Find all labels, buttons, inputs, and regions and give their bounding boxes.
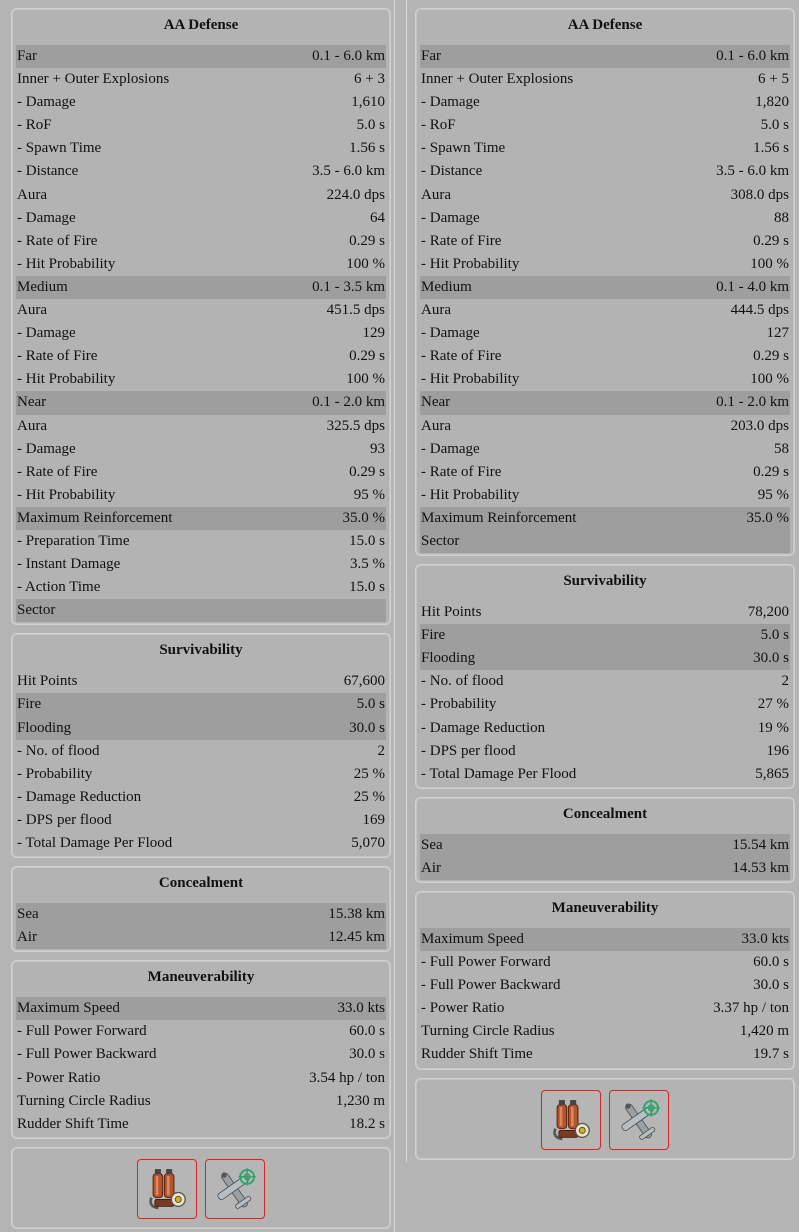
- stat-value: 3.37 hp / ton: [713, 1000, 789, 1017]
- stat-label: - RoF: [17, 117, 52, 134]
- stat-value: 15.38 km: [328, 906, 385, 923]
- stat-value: 30.0 s: [753, 650, 789, 667]
- stat-label: Aura: [17, 186, 47, 203]
- stat-row: [16, 740, 386, 763]
- stat-value: 88: [774, 209, 789, 226]
- stat-label: - DPS per flood: [17, 811, 112, 828]
- stat-label: Rudder Shift Time: [421, 1046, 533, 1063]
- stat-label: Inner + Outer Explosions: [421, 71, 574, 88]
- stat-row: [420, 253, 790, 276]
- stat-row: [16, 345, 386, 368]
- stat-row: [16, 599, 386, 622]
- stat-row: [420, 717, 790, 740]
- stat-label: - Full Power Forward: [421, 954, 551, 971]
- stat-value: 60.0 s: [349, 1023, 385, 1040]
- stat-row: [16, 832, 386, 855]
- maneuverability-panel: [11, 960, 391, 1139]
- stat-row: [420, 368, 790, 391]
- stat-value: 3.5 - 6.0 km: [716, 163, 789, 180]
- stat-label: Aura: [421, 186, 451, 203]
- stat-value: 1,230 m: [335, 1092, 385, 1109]
- stat-value: 325.5 dps: [326, 417, 385, 434]
- stat-row: [420, 114, 790, 137]
- stat-label: - Rate of Fire: [421, 463, 502, 480]
- stat-value: 67,600: [343, 673, 385, 690]
- stat-row: [420, 322, 790, 345]
- stat-value: 95 %: [757, 486, 789, 503]
- stat-value: 169: [362, 811, 385, 828]
- stat-row: [420, 740, 790, 763]
- stat-value: 14.53 km: [732, 859, 789, 876]
- stat-row: [420, 601, 790, 624]
- stat-label: Maximum Reinforcement: [421, 509, 577, 526]
- stat-row: [16, 1020, 386, 1043]
- stat-value: 35.0 %: [342, 509, 385, 526]
- stat-label: Turning Circle Radius: [421, 1023, 555, 1040]
- stat-row: [16, 137, 386, 160]
- stat-label: - Action Time: [17, 579, 101, 596]
- aa-defense-panel: [11, 8, 391, 625]
- stat-label: Air: [17, 929, 37, 946]
- stat-row: [16, 68, 386, 91]
- stat-label: - Rate of Fire: [17, 463, 98, 480]
- stat-row: [420, 1043, 790, 1066]
- stat-label: - Rate of Fire: [17, 232, 98, 249]
- stat-value: 0.1 - 2.0 km: [716, 394, 789, 411]
- stat-row: [16, 322, 386, 345]
- maneuverability-rows: [420, 928, 790, 1067]
- consumables-panel: [415, 1078, 795, 1160]
- stat-row: [420, 184, 790, 207]
- panel-title: AA Defense: [567, 17, 643, 33]
- stat-row: [16, 809, 386, 832]
- concealment-panel: [415, 797, 795, 883]
- stat-row: [420, 834, 790, 857]
- stat-label: Fire: [17, 696, 42, 713]
- stat-row: [16, 1043, 386, 1066]
- stat-row: [16, 461, 386, 484]
- stat-value: 35.0 %: [746, 509, 789, 526]
- stat-value: 78,200: [747, 604, 789, 621]
- stat-label: Maximum Reinforcement: [17, 509, 173, 526]
- stat-row: [16, 207, 386, 230]
- stat-value: 15.0 s: [349, 579, 385, 596]
- survivability-panel: [11, 633, 391, 858]
- stat-label: Aura: [17, 302, 47, 319]
- stat-label: - Hit Probability: [17, 255, 116, 272]
- stat-label: - Full Power Backward: [17, 1046, 157, 1063]
- stat-value: 0.1 - 3.5 km: [312, 278, 385, 295]
- stat-value: 2: [377, 742, 385, 759]
- stat-label: Fire: [421, 627, 446, 644]
- stat-label: - Damage: [421, 209, 480, 226]
- stat-value: 100 %: [750, 255, 789, 272]
- stat-value: 129: [362, 325, 385, 342]
- stat-value: 1.56 s: [753, 140, 789, 157]
- stat-label: - Hit Probability: [421, 255, 520, 272]
- stat-label: Air: [421, 859, 441, 876]
- stat-value: 30.0 s: [349, 1046, 385, 1063]
- stat-label: - RoF: [421, 117, 456, 134]
- stat-value: 5,865: [755, 765, 789, 782]
- stat-row: [16, 276, 386, 299]
- stat-label: - Power Ratio: [17, 1069, 101, 1086]
- stat-row: [16, 717, 386, 740]
- stat-label: - Total Damage Per Flood: [17, 835, 173, 851]
- stat-label: - Damage Reduction: [17, 788, 142, 805]
- concealment-rows: [16, 903, 386, 949]
- catapult-fighter-consumable-icon[interactable]: [205, 1159, 265, 1219]
- stat-value: 25 %: [353, 765, 385, 782]
- stat-row: [16, 1067, 386, 1090]
- stat-label: - Damage: [17, 440, 76, 457]
- stat-label: Near: [17, 394, 47, 411]
- stat-value: 1,820: [755, 94, 789, 111]
- stat-value: 444.5 dps: [730, 302, 789, 319]
- stat-row: [16, 507, 386, 530]
- stat-value: 0.29 s: [753, 232, 789, 249]
- stat-value: 5.0 s: [356, 117, 385, 134]
- stat-row: [16, 438, 386, 461]
- stat-label: - DPS per flood: [421, 742, 516, 759]
- maneuverability-rows: [16, 997, 386, 1136]
- stat-value: 1,610: [351, 94, 385, 111]
- ship-column-left: [3, 0, 395, 1232]
- survivability-rows: [420, 601, 790, 786]
- survivability-rows: [16, 670, 386, 855]
- catapult-fighter-consumable-icon[interactable]: [609, 1090, 669, 1150]
- stat-row: [420, 207, 790, 230]
- stat-label: - Rate of Fire: [421, 348, 502, 365]
- stat-value: 27 %: [757, 696, 789, 713]
- stat-label: - No. of flood: [421, 673, 504, 690]
- stat-row: [420, 763, 790, 786]
- stat-label: Hit Points: [17, 673, 78, 690]
- stat-row: [16, 1113, 386, 1136]
- stat-label: Aura: [421, 417, 451, 434]
- stat-row: [16, 253, 386, 276]
- stat-value: 0.1 - 6.0 km: [312, 48, 385, 64]
- stat-label: - Damage: [421, 94, 480, 111]
- stat-label: Sea: [17, 906, 39, 923]
- stat-label: - Hit Probability: [17, 371, 116, 388]
- stat-row: [16, 91, 386, 114]
- concealment-panel: [11, 866, 391, 952]
- stat-label: Flooding: [421, 650, 476, 667]
- stat-value: 25 %: [353, 788, 385, 805]
- panel-title: Concealment: [562, 805, 648, 822]
- stat-value: 0.1 - 2.0 km: [312, 394, 385, 411]
- stat-row: [420, 530, 790, 553]
- stat-value: 0.29 s: [753, 348, 789, 365]
- stat-label: - Total Damage Per Flood: [421, 765, 577, 782]
- stat-value: 33.0 kts: [337, 1000, 385, 1017]
- stat-label: - Full Power Forward: [17, 1023, 147, 1040]
- stat-row: [16, 114, 386, 137]
- stat-value: 224.0 dps: [326, 186, 385, 203]
- stat-row: [420, 91, 790, 114]
- stat-value: 1.56 s: [349, 140, 385, 157]
- stat-row: [420, 45, 790, 68]
- stat-label: - Damage: [17, 209, 76, 226]
- panel-title: Maneuverability: [551, 900, 659, 916]
- stat-row: [16, 530, 386, 553]
- stat-value: 100 %: [346, 255, 385, 272]
- stat-label: Maximum Speed: [421, 931, 524, 947]
- stat-row: [420, 415, 790, 438]
- stat-row: [420, 276, 790, 299]
- stat-value: 15.54 km: [732, 836, 789, 853]
- stat-value: 6 + 5: [758, 71, 789, 88]
- stat-row: [16, 1090, 386, 1113]
- stat-row: [420, 68, 790, 91]
- stat-label: - Probability: [421, 696, 497, 713]
- stat-value: 5.0 s: [760, 117, 789, 134]
- stat-value: 58: [774, 440, 789, 457]
- stat-label: - Distance: [17, 163, 79, 180]
- stat-label: - Full Power Backward: [421, 977, 561, 994]
- stat-row: [420, 137, 790, 160]
- stat-label: Turning Circle Radius: [17, 1092, 151, 1109]
- stat-value: 12.45 km: [328, 929, 385, 946]
- stat-row: [16, 693, 386, 716]
- stat-value: 127: [766, 325, 789, 342]
- stat-label: Inner + Outer Explosions: [17, 71, 170, 88]
- ship-column-right: [406, 0, 798, 1162]
- stat-label: Maximum Speed: [17, 1000, 120, 1017]
- stat-value: 3.5 %: [350, 556, 385, 573]
- maneuverability-panel: [415, 891, 795, 1070]
- stat-label: Hit Points: [421, 604, 482, 621]
- concealment-rows: [420, 834, 790, 880]
- stat-row: [420, 997, 790, 1020]
- stat-value: 60.0 s: [753, 954, 789, 971]
- stat-label: - Hit Probability: [421, 486, 520, 503]
- stat-value: 0.1 - 4.0 km: [716, 278, 789, 295]
- stat-row: [420, 391, 790, 414]
- stat-value: 196: [766, 742, 789, 759]
- stat-label: Far: [17, 48, 37, 64]
- stat-label: - Rate of Fire: [421, 232, 502, 249]
- stat-row: [420, 670, 790, 693]
- stat-value: 2: [781, 673, 789, 690]
- stat-label: - Damage: [421, 440, 480, 457]
- stat-label: - Damage: [17, 325, 76, 342]
- stat-label: - No. of flood: [17, 742, 100, 759]
- stat-label: Sector: [17, 602, 56, 619]
- stat-row: [420, 951, 790, 974]
- stat-label: Medium: [421, 278, 472, 295]
- stat-row: [420, 857, 790, 880]
- panel-title: AA Defense: [163, 17, 239, 33]
- damage-control-consumable-icon[interactable]: [541, 1090, 601, 1150]
- aa-defense-rows: [420, 45, 790, 553]
- stat-row: [420, 160, 790, 183]
- stat-value: 64: [370, 209, 385, 226]
- stat-row: [420, 507, 790, 530]
- aa-defense-rows: [16, 45, 386, 622]
- stat-label: - Damage: [421, 325, 480, 342]
- stat-label: - Hit Probability: [17, 486, 116, 503]
- stat-value: 308.0 dps: [730, 186, 789, 203]
- stat-label: Aura: [421, 302, 451, 319]
- stat-row: [420, 974, 790, 997]
- stat-row: [16, 299, 386, 322]
- stat-label: - Damage Reduction: [421, 719, 546, 736]
- stat-row: [16, 45, 386, 68]
- stat-value: 0.29 s: [349, 232, 385, 249]
- stat-row: [16, 763, 386, 786]
- stat-label: - Probability: [17, 765, 93, 782]
- stat-label: - Instant Damage: [17, 556, 121, 573]
- stat-label: - Rate of Fire: [17, 348, 98, 365]
- stat-row: [420, 1020, 790, 1043]
- stat-row: [420, 624, 790, 647]
- stat-value: 6 + 3: [354, 71, 385, 88]
- stat-row: [420, 647, 790, 670]
- stat-row: [16, 997, 386, 1020]
- stat-value: 0.29 s: [349, 348, 385, 365]
- stat-value: 19 %: [757, 719, 789, 736]
- panel-title: Maneuverability: [147, 969, 255, 986]
- stat-value: 5.0 s: [760, 627, 789, 644]
- stat-row: [420, 345, 790, 368]
- panel-title: Concealment: [158, 875, 244, 892]
- stat-value: 95 %: [353, 486, 385, 503]
- damage-control-consumable-icon[interactable]: [137, 1159, 197, 1219]
- stat-value: 93: [370, 440, 385, 457]
- consumables-panel: [11, 1147, 391, 1229]
- stat-value: 100 %: [346, 371, 385, 388]
- stat-row: [420, 230, 790, 253]
- stat-row: [16, 926, 386, 949]
- stat-value: 1,420 m: [739, 1023, 789, 1040]
- stat-label: Near: [421, 394, 451, 411]
- stat-row: [16, 391, 386, 414]
- stat-row: [16, 160, 386, 183]
- stat-label: - Spawn Time: [421, 140, 506, 157]
- stat-label: Far: [421, 48, 441, 64]
- stat-row: [16, 184, 386, 207]
- stat-value: 451.5 dps: [326, 302, 385, 319]
- stat-value: 100 %: [750, 371, 789, 388]
- stat-label: - Distance: [421, 163, 483, 180]
- stat-label: Aura: [17, 417, 47, 434]
- stat-label: Rudder Shift Time: [17, 1115, 129, 1132]
- stat-value: 19.7 s: [753, 1046, 789, 1063]
- stat-row: [16, 415, 386, 438]
- stat-value: 15.0 s: [349, 532, 385, 549]
- stat-row: [16, 786, 386, 809]
- stat-row: [420, 299, 790, 322]
- stat-row: [420, 928, 790, 951]
- stat-label: Sector: [421, 532, 460, 549]
- stat-row: [420, 438, 790, 461]
- stat-label: - Power Ratio: [421, 1000, 505, 1017]
- stat-value: 0.1 - 6.0 km: [716, 48, 789, 64]
- stat-value: 18.2 s: [349, 1115, 385, 1132]
- stat-label: Flooding: [17, 719, 72, 736]
- stat-label: - Damage: [17, 94, 76, 111]
- stat-value: 30.0 s: [349, 719, 385, 736]
- stat-row: [16, 670, 386, 693]
- stat-row: [16, 368, 386, 391]
- stat-value: 0.29 s: [349, 463, 385, 480]
- stat-label: - Hit Probability: [421, 371, 520, 388]
- stat-row: [16, 903, 386, 926]
- aa-defense-panel: [415, 8, 795, 556]
- survivability-panel: [415, 564, 795, 789]
- stat-row: [420, 693, 790, 716]
- stat-row: [16, 230, 386, 253]
- stat-value: 203.0 dps: [730, 417, 789, 434]
- stat-row: [16, 576, 386, 599]
- stat-value: 3.54 hp / ton: [309, 1069, 385, 1086]
- stat-row: [420, 484, 790, 507]
- stat-label: Medium: [17, 278, 68, 295]
- stat-row: [16, 484, 386, 507]
- stat-value: 33.0 kts: [741, 931, 789, 947]
- stat-label: Sea: [421, 836, 443, 853]
- stat-value: 5.0 s: [356, 696, 385, 713]
- stat-row: [420, 461, 790, 484]
- panel-title: Survivability: [159, 642, 243, 659]
- stat-value: 3.5 - 6.0 km: [312, 163, 385, 180]
- stat-value: 0.29 s: [753, 463, 789, 480]
- stat-row: [16, 553, 386, 576]
- stat-value: 5,070: [351, 835, 385, 851]
- panel-title: Survivability: [563, 573, 647, 590]
- stat-value: 30.0 s: [753, 977, 789, 994]
- stat-label: - Preparation Time: [17, 532, 130, 549]
- stat-label: - Spawn Time: [17, 140, 102, 157]
